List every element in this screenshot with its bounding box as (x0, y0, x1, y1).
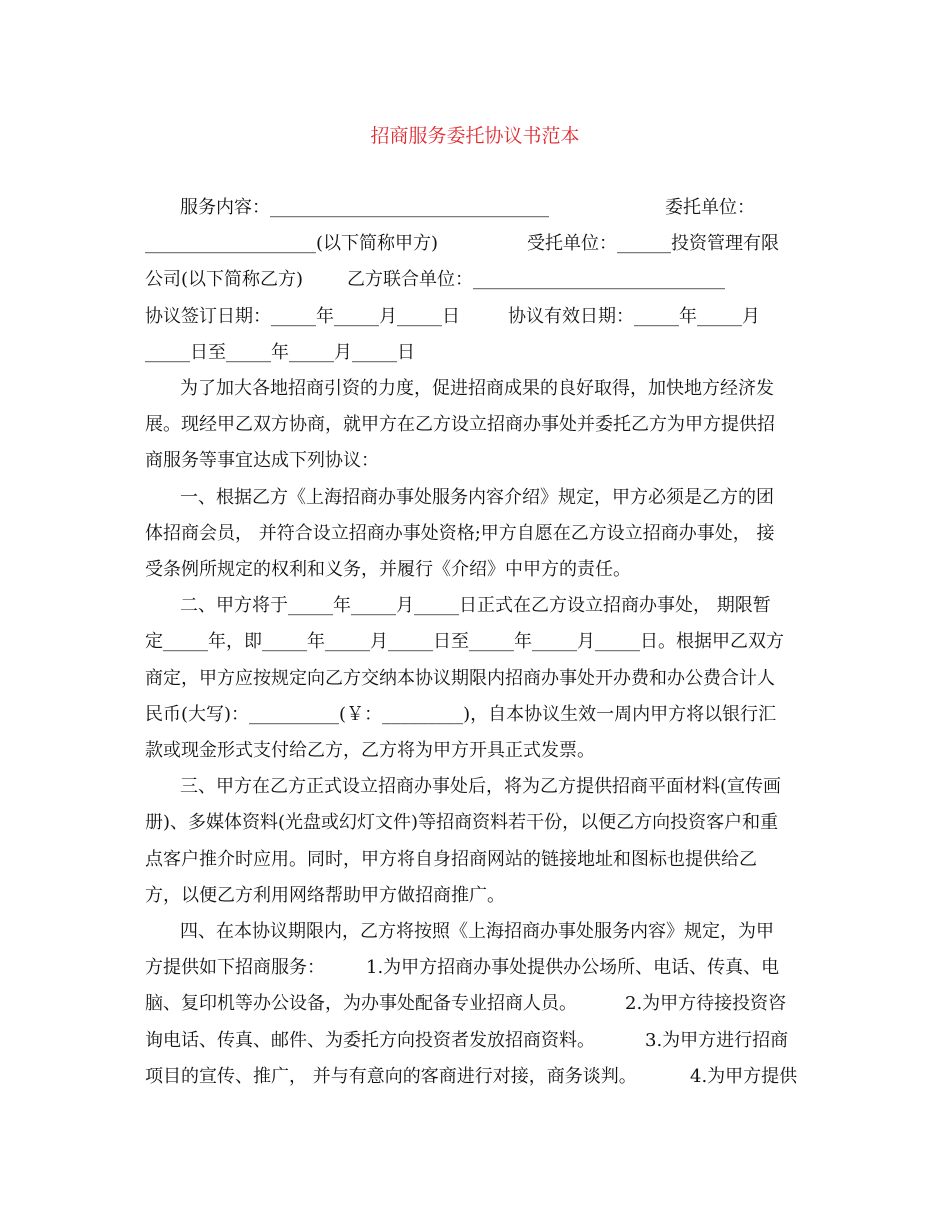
text-line (0, 302, 950, 332)
text-line (0, 989, 950, 1019)
text-segment: 三、甲方在乙方正式设立招商办事处后，将为乙方提供招商平面材料(宣传画 (180, 776, 782, 797)
text-segment: 1.为甲方招商办事处提供办公场所、电话、传真、电 (366, 957, 780, 978)
text-segment: 乙方联合单位：____________________________ (347, 269, 725, 290)
text-line (0, 555, 950, 585)
text-segment: 受条例所规定的权利和义务，并履行《介绍》中甲方的责任。 (145, 559, 631, 580)
text-line (0, 483, 950, 513)
text-segment: 体招商会员， 并符合设立招商办事处资格;甲方自愿在乙方设立招商办事处， 接 (145, 523, 775, 544)
text-segment: 方，以便乙方利用网络帮助甲方做招商推广。 (145, 885, 505, 906)
text-line (0, 736, 950, 766)
text-line (0, 627, 950, 657)
document-title: 招商服务委托协议书范本 (370, 125, 580, 147)
text-segment: 款或现金形式支付给乙方，乙方将为甲方开具正式发票。 (145, 740, 595, 761)
text-segment: 4.为甲方提供 (690, 1066, 798, 1087)
text-segment: 为了加大各地招商引资的力度，促进招商成果的良好取得，加快地方经济发 (180, 378, 774, 399)
text-segment: 展。现经甲乙双方协商，就甲方在乙方设立招商办事处并委托乙方为甲方提供招 (145, 414, 775, 435)
text-segment: 民币(大写)：__________(￥：_________)，自本协议生效一周内甲方将以银行汇 (145, 704, 777, 725)
text-line (0, 1026, 950, 1056)
text-segment: 二、甲方将于_____年_____月_____日正式在乙方设立招商办事处， 期限暂 (180, 595, 771, 616)
text-segment: 四、在本协议期限内，乙方将按照《上海招商办事处服务内容》规定，为甲 (180, 921, 774, 942)
text-segment: 公司(以下简称乙方) (145, 269, 304, 290)
text-segment: 协议签订日期：_____年_____月_____日 (145, 306, 460, 327)
text-line (0, 374, 950, 404)
text-line (0, 917, 950, 947)
text-line (0, 410, 950, 440)
text-segment: 商定，甲方应按规定向乙方交纳本协议期限内招商办事处开办费和办公费合计人 (145, 668, 775, 689)
text-segment: 定_____年，即_____年_____月_____日至_____年_____月_____日。根据甲乙双方 (145, 631, 784, 652)
text-line (0, 591, 950, 621)
text-line (0, 1062, 950, 1092)
text-line (0, 229, 950, 259)
text-segment: 协议有效日期：_____年_____月 (508, 306, 760, 327)
text-line (0, 845, 950, 875)
text-segment: 册)、多媒体资料(光盘或幻灯文件)等招商资料若干份，以便乙方向投资客户和重 (145, 812, 779, 833)
text-segment: 受托单位：______投资管理有限 (527, 233, 779, 254)
text-segment: 询电话、传真、邮件、为委托方向投资者发放招商资料。 (145, 1030, 595, 1051)
text-segment: 一、根据乙方《上海招商办事处服务内容介绍》规定，甲方必须是乙方的团 (180, 487, 774, 508)
text-segment: ___________________(以下简称甲方) (145, 233, 439, 254)
text-segment: 脑、复印机等办公设备，为办事处配备专业招商人员。 (145, 993, 577, 1014)
text-line (0, 338, 950, 368)
text-line (0, 881, 950, 911)
text-segment: 3.为甲方进行招商 (645, 1030, 789, 1051)
text-line (0, 664, 950, 694)
text-line (0, 772, 950, 802)
text-segment: 服务内容：_______________________________ (180, 197, 549, 218)
text-line (0, 700, 950, 730)
text-segment: 商服务等事宜达成下列协议： (145, 450, 379, 471)
text-segment: _____日至_____年_____月_____日 (145, 342, 415, 363)
text-line (0, 446, 950, 476)
text-segment: 项目的宣传、推广， 并与有意向的客商进行对接，商务谈判。 (145, 1066, 637, 1087)
text-segment: 方提供如下招商服务： (145, 957, 325, 978)
text-segment: 2.为甲方待接投资咨 (625, 993, 787, 1014)
text-segment: 委托单位： (665, 197, 755, 218)
text-line (0, 808, 950, 838)
text-line (0, 265, 950, 295)
text-segment: 点客户推介时应用。同时，甲方将自身招商网站的链接地址和图标也提供给乙 (145, 849, 757, 870)
text-line (0, 953, 950, 983)
text-line (0, 193, 950, 223)
text-line (0, 519, 950, 549)
